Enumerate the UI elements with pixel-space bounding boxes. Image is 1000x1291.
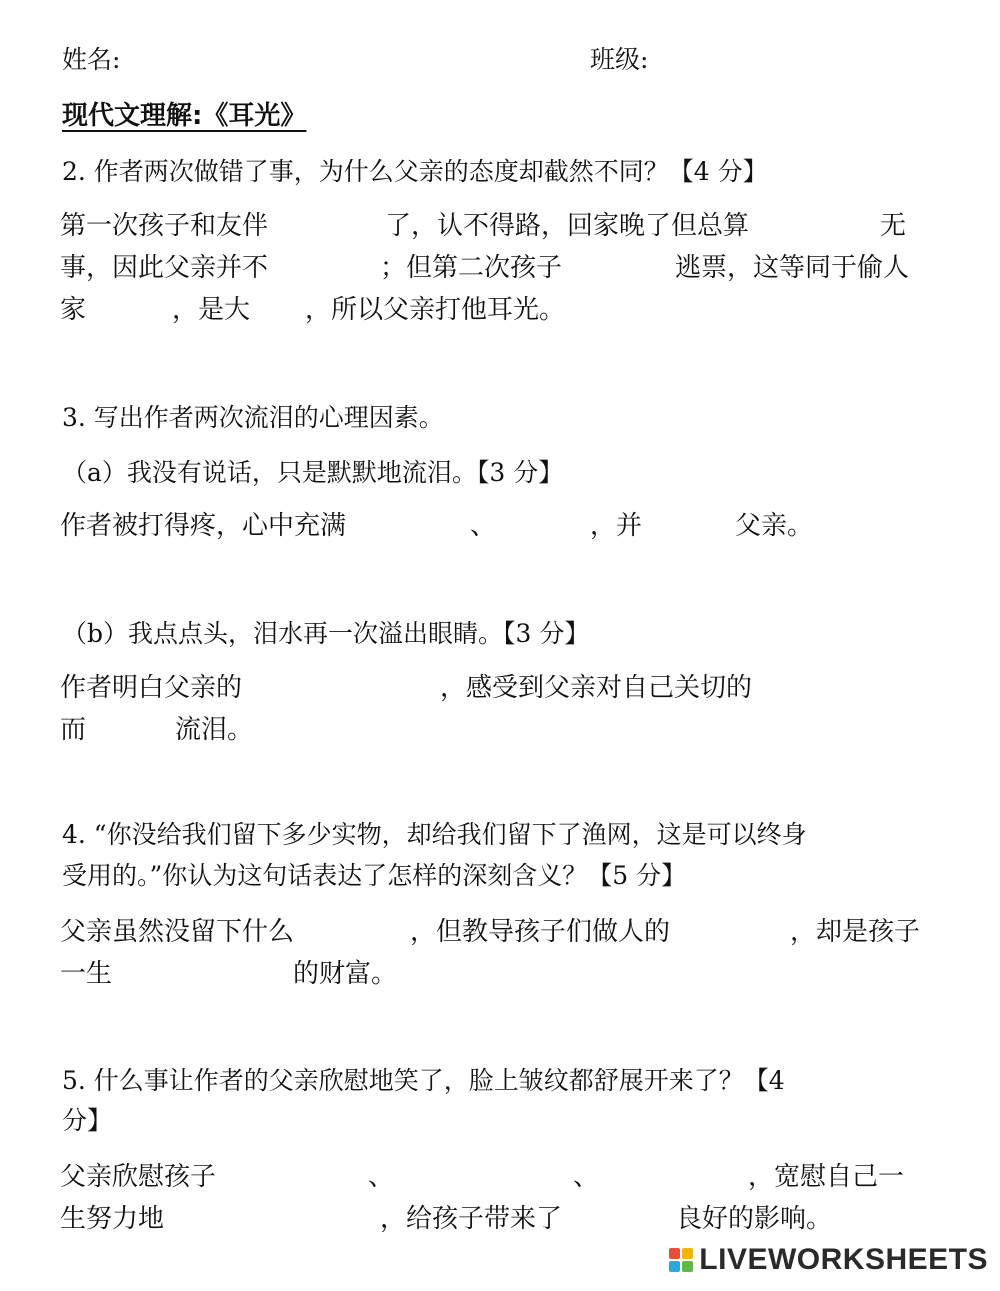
q3a-answer-text: 作者被打得疼，心中充满 (60, 511, 347, 541)
question-4-line-2: 受用的。”你认为这句话表达了怎样的深刻含义？【5 分】 (62, 861, 687, 890)
q4-answer-text: ，但教导孩子们做人的 (410, 917, 671, 947)
q3b-answer-text: 作者明白父亲的 (60, 673, 243, 703)
question-3: 3. 写出作者两次流泪的心理因素。 (62, 403, 444, 432)
q3a-answer-text: ，并 (590, 511, 643, 541)
question-2: 2. 作者两次做错了事，为什么父亲的态度却截然不同？【4 分】 (62, 157, 768, 186)
q4-answer-text: 的财富。 (293, 959, 398, 989)
liveworksheets-logo-icon (669, 1248, 693, 1272)
liveworksheets-logo-text: LIVEWORKSHEETS (699, 1243, 988, 1276)
q5-answer-text: 、 (368, 1162, 395, 1192)
q2-answer-text: 逃票，这等同于偷人 (675, 253, 910, 283)
q2-answer-text: ，是大 (172, 295, 251, 325)
worksheet-title: 现代文理解:《耳光》 (62, 101, 307, 131)
q4-answer-text: 父亲虽然没留下什么 (60, 917, 295, 947)
q3b-answer-text: 流泪。 (175, 715, 254, 745)
q2-answer-text: ；但第二次孩子 (380, 253, 563, 283)
q3a-answer-text: 、 (470, 511, 497, 541)
q2-answer-text: ，所以父亲打他耳光。 (305, 295, 566, 325)
q2-answer-text: 事，因此父亲并不 (60, 253, 269, 283)
q4-answer-text: ，却是孩子 (790, 917, 921, 947)
q3b-answer-text: 而 (60, 715, 87, 745)
question-5-line-1: 5. 什么事让作者的父亲欣慰地笑了，脸上皱纹都舒展开来了？【4 (62, 1066, 785, 1095)
q5-answer-text: 、 (573, 1162, 600, 1192)
q5-answer-text: 良好的影响。 (676, 1204, 833, 1234)
q2-answer-text: 无 (880, 211, 907, 241)
q3b-answer-text: ，感受到父亲对自己关切的 (440, 673, 753, 703)
q5-answer-text: ，给孩子带来了 (380, 1204, 563, 1234)
question-4-line-1: 4. “你没给我们留下多少实物，却给我们留下了渔网，这是可以终身 (62, 820, 807, 849)
q2-answer-text: 家 (60, 295, 87, 325)
class-label: 班级: (590, 45, 649, 74)
q5-answer-text: 生努力地 (60, 1204, 165, 1234)
question-3b: （b）我点点头，泪水再一次溢出眼睛。【3 分】 (62, 619, 590, 648)
liveworksheets-logo[interactable] (669, 1243, 988, 1277)
question-5-line-2: 分】 (62, 1106, 113, 1135)
question-3a: （a）我没有说话，只是默默地流泪。【3 分】 (62, 458, 564, 487)
name-label: 姓名: (62, 45, 121, 74)
q4-answer-text: 一生 (60, 959, 113, 989)
q2-answer-text: 了，认不得路，回家晚了但总算 (385, 211, 750, 241)
q5-answer-text: ，宽慰自己一 (748, 1162, 905, 1192)
q2-answer-text: 第一次孩子和友伴 (60, 211, 269, 241)
q5-answer-text: 父亲欣慰孩子 (60, 1162, 217, 1192)
q3a-answer-text: 父亲。 (735, 511, 814, 541)
